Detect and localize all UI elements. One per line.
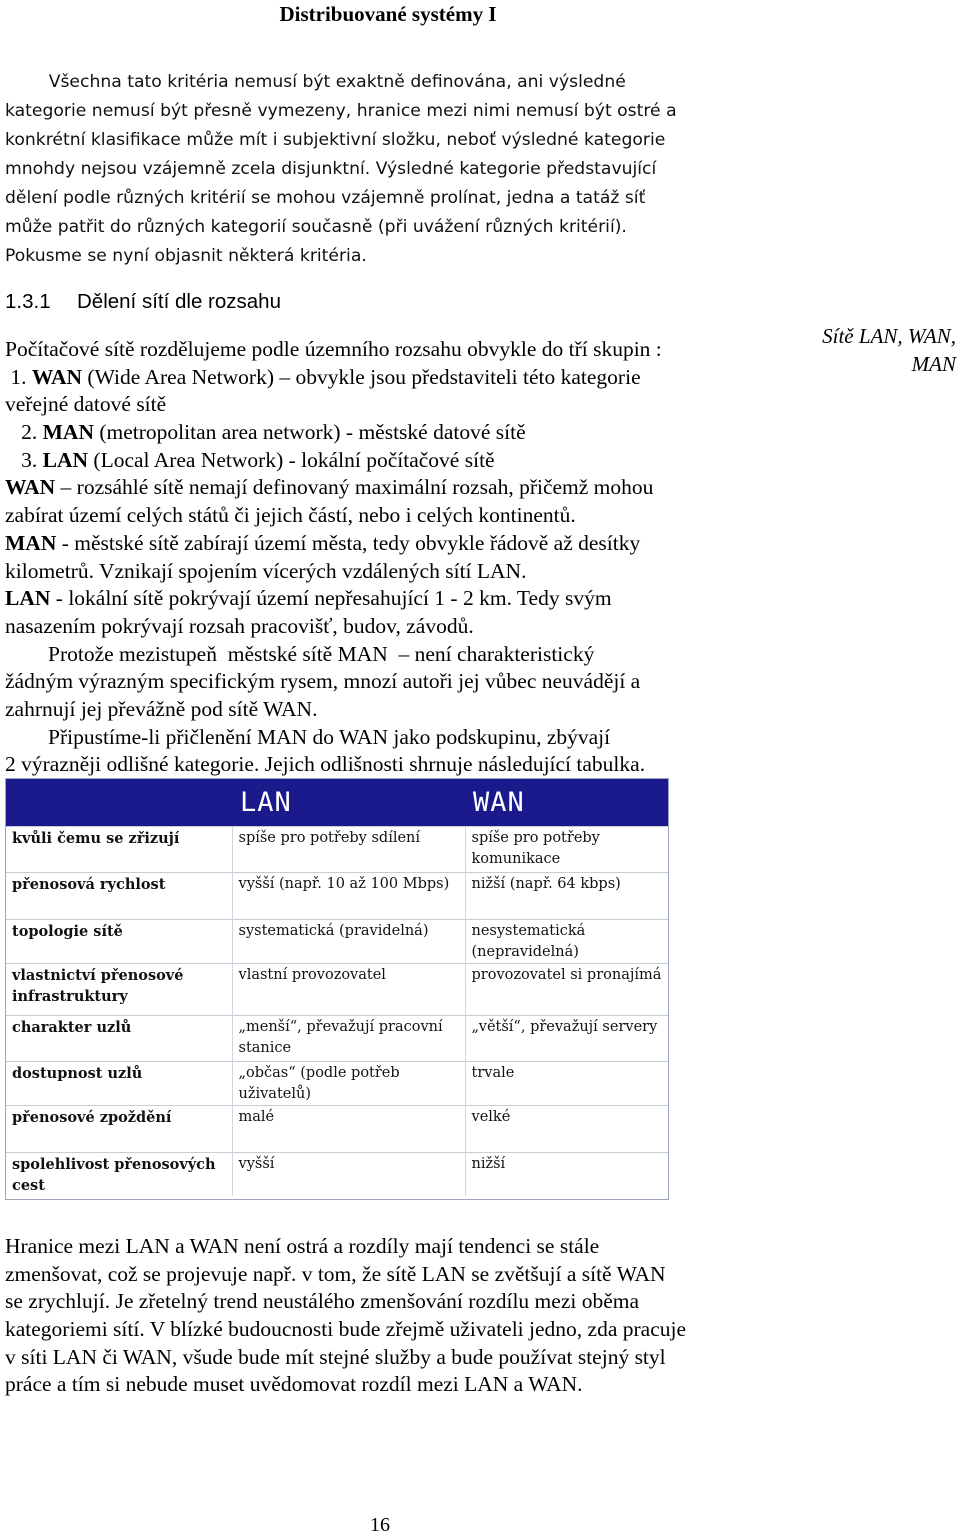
text-line: může patřit do různých kategorií současně (při uvážení různých kritérií).: [5, 217, 627, 237]
text-line: žádným výrazným specifickým rysem, mnozí autoři jej vůbec neuvádějí a: [5, 669, 641, 694]
text-line: zahrnují jej převážně pod sítě WAN.: [5, 696, 318, 721]
margin-note-line: MAN: [911, 352, 956, 376]
page-header: Distribuované systémy I: [279, 2, 497, 26]
text-line: Všechna tato kritéria nemusí být exaktně definována, ani výsledné: [5, 72, 626, 92]
text-line: kilometrů. Vznikají spojením vícerých vzdálených sítí LAN.: [5, 558, 527, 583]
term-lan: LAN: [5, 586, 51, 611]
table-header-empty: [6, 779, 232, 827]
table-cell-lan: vyšší: [232, 1153, 465, 1197]
table-cell-wan: nižší: [465, 1153, 668, 1197]
definition-line: LAN - lokální sítě pokrývají území nepřesahující 1 - 2 km. Tedy svým: [5, 586, 612, 611]
margin-note-line: Sítě LAN, WAN,: [822, 324, 956, 348]
section-number: 1.3.1: [5, 290, 51, 313]
table-cell-wan: nižší (např. 64 kbps): [465, 873, 668, 920]
text-line: kategoriemi sítí. V blízké budoucnosti bude zřejmě uživateli jedno, zda pracuje: [5, 1317, 687, 1342]
table-row-label: vlastnictví přenosové infrastruktury: [6, 964, 232, 1016]
text-line: Pokusme se nyní objasnit některá kritéria.: [5, 246, 367, 266]
table-cell-lan: vyšší (např. 10 až 100 Mbps): [232, 873, 465, 920]
page-number: 16: [370, 1514, 390, 1536]
text-line: kategorie nemusí být přesně vymezeny, hranice mezi nimi nemusí být ostré a: [5, 101, 677, 121]
text-line: zmenšovat, což se projevuje např. v tom, že sítě LAN se zvětšují a sítě WAN: [5, 1261, 666, 1286]
table-row: [6, 964, 668, 1016]
table-row: [6, 873, 668, 920]
definition-line: MAN - městské sítě zabírají území města, tedy obvykle řádově až desítky: [5, 530, 641, 555]
list-item: 3. LAN (Local Area Network) - lokální počítačové sítě: [5, 447, 495, 472]
text-line: konkrétní klasifikace může mít i subjektivní složku, neboť výsledné kategorie: [5, 130, 666, 150]
term-man: MAN: [5, 530, 57, 555]
table-row: [6, 1106, 668, 1153]
table-row-label: charakter uzlů: [6, 1016, 232, 1062]
text-line: nasazením pokrývají rozsah pracovišť, budov, závodů.: [5, 613, 474, 638]
term-wan: WAN: [31, 364, 83, 389]
table-cell-wan: „větší“, převažují servery: [465, 1016, 668, 1062]
text-line: 2 výrazněji odlišné kategorie. Jejich odlišnosti shrnuje následující tabulka.: [5, 752, 646, 777]
table-row: [6, 1062, 668, 1106]
text-line: zabírat území celých států či jejich částí, nebo i celých kontinentů.: [5, 503, 576, 528]
table-row-label: spolehlivost přenosových cest: [6, 1153, 232, 1197]
term-wan: WAN: [5, 475, 56, 500]
table-row-label: kvůli čemu se zřizují: [6, 827, 232, 873]
table-header-wan: WAN: [465, 779, 668, 827]
list-item: 1. WAN (Wide Area Network) – obvykle jsou představiteli této kategorie: [5, 364, 641, 389]
table-cell-lan: „menší“, převažují pracovní stanice: [232, 1016, 465, 1062]
table-header-lan: LAN: [232, 779, 465, 827]
table-cell-wan: provozovatel si pronajímá: [465, 964, 668, 1016]
table-cell-lan: „občas“ (podle potřeb uživatelů): [232, 1062, 465, 1106]
table-cell-wan: trvale: [465, 1062, 668, 1106]
table-row: [6, 920, 668, 964]
definition-line: WAN – rozsáhlé sítě nemají definovaný maximální rozsah, přičemž mohou: [5, 475, 654, 500]
table-cell-lan: vlastní provozovatel: [232, 964, 465, 1016]
table-row: [6, 1153, 668, 1197]
text-line: Protože mezistupeň městské sítě MAN – není charakteristický: [5, 641, 595, 666]
table-header-row: [6, 779, 668, 827]
table-cell-wan: velké: [465, 1106, 668, 1153]
text-line: v síti LAN či WAN, všude bude mít stejné služby a bude používat stejný styl: [5, 1344, 666, 1369]
table-row-label: topologie sítě: [6, 920, 232, 964]
section-heading: [5, 287, 281, 317]
closing-paragraph: [5, 1233, 955, 1399]
table-row-label: přenosová rychlost: [6, 873, 232, 920]
term-lan: LAN: [42, 447, 89, 472]
table-cell-lan: spíše pro potřeby sdílení: [232, 827, 465, 873]
comparison-table: [5, 778, 669, 1200]
text-line: se zrychlují. Je zřetelný trend neustálého zmenšování rozdílu mezi oběma: [5, 1289, 640, 1314]
table-row: [6, 827, 668, 873]
table-cell-lan: systematická (pravidelná): [232, 920, 465, 964]
text-line: dělení podle různých kritérií se mohou vzájemně prolínat, jedna a tatáž síť: [5, 188, 646, 208]
body-text: [5, 336, 775, 779]
text-line: Hranice mezi LAN a WAN není ostrá a rozdíly mají tendenci se stále: [5, 1234, 600, 1258]
section-title: Dělení sítí dle rozsahu: [77, 290, 281, 313]
intro-paragraph: [5, 68, 775, 271]
table-row-label: dostupnost uzlů: [6, 1062, 232, 1106]
table-cell-wan: nesystematická (nepravidelná): [465, 920, 668, 964]
table-cell-lan: malé: [232, 1106, 465, 1153]
text-line: práce a tím si nebude muset uvědomovat rozdíl mezi LAN a WAN.: [5, 1372, 583, 1397]
text-line: mnohdy nejsou vzájemně zcela disjunktní. Výsledné kategorie představující: [5, 159, 657, 179]
term-man: MAN: [42, 420, 94, 445]
table-row-label: přenosové zpoždění: [6, 1106, 232, 1153]
text-line: Počítačové sítě rozdělujeme podle územního rozsahu obvykle do tří skupin :: [5, 337, 662, 361]
list-item: 2. MAN (metropolitan area network) - městské datové sítě: [5, 420, 526, 445]
table-row: [6, 1016, 668, 1062]
table-cell-wan: spíše pro potřeby komunikace: [465, 827, 668, 873]
text-line: veřejné datové sítě: [5, 392, 167, 417]
margin-note: [780, 322, 956, 378]
text-line: Připustíme-li přičlenění MAN do WAN jako podskupinu, zbývají: [5, 724, 611, 749]
